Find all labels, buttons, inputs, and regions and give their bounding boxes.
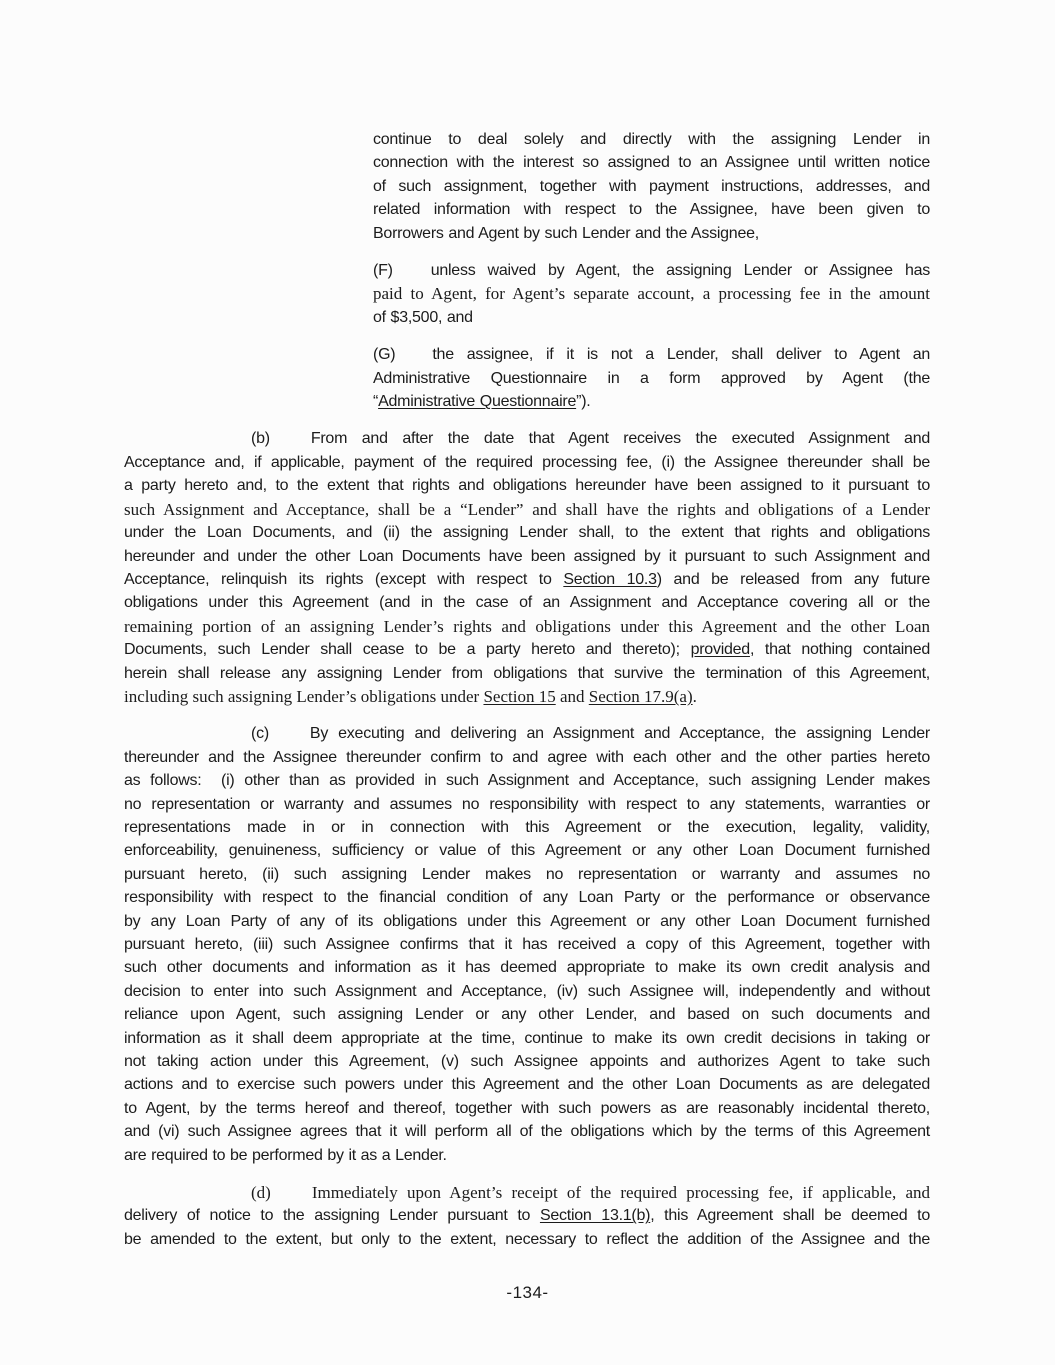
text-segment: be amended to the extent, but only to the extent, necessary to reflect the addition of the Assignee and the: [124, 1230, 930, 1248]
text-line: [124, 910, 930, 933]
text-line: [124, 451, 930, 474]
text-line: [373, 259, 930, 282]
text-line: [124, 1003, 930, 1026]
text-line: [124, 722, 930, 745]
underlined-reference: provided: [690, 641, 750, 659]
text-line: [373, 222, 930, 245]
text-segment: pursuant hereto, (iii) such Assignee confirms that it has received a copy of this Agreement, together with: [124, 936, 930, 953]
text-segment: are required to be performed by it as a Lender.: [124, 1146, 447, 1164]
text-line: [124, 615, 930, 638]
text-segment: (b): [251, 430, 270, 448]
text-line: [124, 863, 930, 886]
text-segment: hereunder and under the other Loan Documents have been assigned by it pursuant to such Assignment and: [124, 547, 930, 565]
text-segment: paid to Agent, for Agent’s separate account, a processing fee in the amount: [373, 284, 930, 304]
text-segment: Borrowers and Agent by such Lender and the Assignee,: [373, 224, 759, 242]
document-blocks: [124, 128, 930, 1251]
paragraph-d-amendment: [124, 1181, 930, 1251]
text-segment: the assignee, if it is not a Lender, shall deliver to Agent an: [432, 346, 930, 364]
text-segment: related information with respect to the Assignee, have been given to: [373, 201, 930, 219]
text-segment: pursuant hereto, (ii) such assigning Lender makes no representation or warranty and assumes no: [124, 865, 930, 883]
text-line: [373, 151, 930, 174]
underlined-reference: Section 10.3: [563, 570, 657, 588]
underlined-reference: Section 13.1(b): [539, 1207, 651, 1225]
text-segment: actions and to exercise such powers under this Agreement and the other Loan Documents as are delegated: [124, 1076, 930, 1094]
label-gap: [271, 1197, 312, 1198]
paragraph-c-confirmations: [124, 722, 930, 1167]
text-segment: (F): [373, 262, 393, 280]
text-line: [124, 1120, 930, 1143]
clause-g-administrative-questionnaire: [373, 343, 930, 413]
text-segment: By executing and delivering an Assignment and Acceptance, the assigning Lender: [309, 725, 930, 743]
text-line: [124, 933, 930, 956]
text-segment: , that nothing contained: [749, 641, 931, 659]
text-segment: no representation or warranty and assumes no responsibility with respect to any statements, warranties or: [124, 795, 930, 813]
text-line: [124, 839, 930, 862]
text-segment: Acceptance, relinquish its rights (except with respect to: [124, 570, 564, 588]
text-segment: .: [692, 686, 697, 706]
text-line: [124, 498, 930, 521]
text-line: [373, 128, 930, 151]
text-segment: From and after the date that Agent receives the executed Assignment and: [310, 430, 930, 448]
text-line: [373, 198, 930, 221]
text-segment: as follows: (i) other than as provided in such Assignment and Acceptance, such assigning Lender makes: [124, 772, 930, 790]
text-segment: including such assigning Lender’s obligations under: [124, 686, 484, 706]
text-line: [124, 1050, 930, 1073]
text-segment: decision to enter into such Assignment and Acceptance, (iv) such Assignee will, independently and without: [124, 982, 930, 1000]
text-line: [124, 1204, 930, 1227]
text-segment: by any Loan Party of any of its obligations under this Agreement or any other Loan Document furnished: [124, 912, 930, 930]
text-segment: remaining portion of an assigning Lender’s rights and obligations under this Agreement and the other Loan: [124, 616, 930, 636]
text-line: [124, 1181, 930, 1204]
underlined-reference: Section 15: [483, 686, 556, 706]
text-segment: enforceability, genuineness, sufficiency or value of this Agreement or any other Loan Document furnished: [124, 842, 930, 860]
text-segment: and: [555, 686, 589, 706]
label-gap: [395, 358, 432, 359]
text-segment: ) and be released from any future: [656, 570, 930, 588]
text-line: [124, 956, 930, 979]
text-line: [124, 591, 930, 614]
text-line: [373, 282, 930, 305]
text-segment: herein shall release any assigning Lender from obligations that survive the termination of this Agreement,: [124, 664, 930, 682]
text-line: [373, 306, 930, 329]
text-segment: Acceptance and, if applicable, payment of the required processing fee, (i) the Assignee thereunder shall be: [124, 453, 930, 471]
text-line: [373, 343, 930, 366]
text-line: [124, 1073, 930, 1096]
text-segment: Documents, such Lender shall cease to be a party hereto and thereto);: [124, 641, 691, 659]
text-segment: ”).: [576, 393, 591, 411]
text-segment: Administrative Questionnaire in a form approved by Agent (the: [373, 369, 930, 387]
text-segment: and (vi) such Assignee agrees that it will perform all of the obligations which by the terms of this Agreement: [124, 1123, 930, 1141]
text-line: [124, 980, 930, 1003]
text-line: [124, 427, 930, 450]
label-gap: [269, 737, 310, 738]
text-line: [373, 390, 930, 413]
label-gap: [270, 442, 311, 443]
underlined-reference: Administrative Questionnaire: [378, 393, 577, 411]
text-segment: (G): [373, 346, 396, 364]
text-line: [124, 1144, 930, 1167]
text-segment: to Agent, by the terms hereof and thereof, together with such powers as are reasonably incidental thereto,: [124, 1099, 930, 1117]
text-segment: responsibility with respect to the financial condition of any Loan Party or the performance or observance: [124, 889, 930, 907]
text-segment: unless waived by Agent, the assigning Lender or Assignee has: [430, 262, 930, 280]
text-segment: Immediately upon Agent’s receipt of the required processing fee, if applicable, and: [311, 1183, 930, 1203]
text-line: [124, 638, 930, 661]
text-line: [373, 175, 930, 198]
text-line: [124, 1097, 930, 1120]
text-segment: such Assignment and Acceptance, shall be a “Lender” and shall have the rights and obligations of a Lender: [124, 499, 930, 519]
text-line: [124, 816, 930, 839]
paragraph-b-assignment-effect: [124, 427, 930, 708]
text-line: [124, 685, 930, 708]
text-line: [124, 545, 930, 568]
text-line: [124, 886, 930, 909]
text-segment: such other documents and information as it has deemed appropriate to make its own credit analysis and: [124, 959, 930, 977]
clause-continue-notice: [373, 128, 930, 245]
text-line: [373, 367, 930, 390]
page-number: -134-: [506, 1283, 549, 1302]
text-segment: (d): [251, 1183, 271, 1203]
text-line: [124, 521, 930, 544]
underlined-reference: Section 17.9(a): [588, 686, 693, 706]
text-segment: thereunder and the Assignee thereunder confirm to and agree with each other and the other parties hereto: [124, 748, 930, 766]
text-segment: , this Agreement shall be deemed to: [650, 1207, 931, 1225]
text-segment: delivery of notice to the assigning Lender pursuant to: [124, 1207, 540, 1225]
text-line: [124, 769, 930, 792]
text-segment: obligations under this Agreement (and in the case of an Assignment and Acceptance covering all or the: [124, 594, 930, 612]
text-segment: “: [373, 393, 379, 411]
text-segment: of $3,500, and: [373, 308, 473, 326]
text-segment: continue to deal solely and directly with the assigning Lender in: [373, 131, 930, 148]
text-line: [124, 474, 930, 497]
text-line: [124, 1027, 930, 1050]
text-segment: reliance upon Agent, such assigning Lender or any other Lender, and based on such documents and: [124, 1006, 930, 1024]
text-segment: connection with the interest so assigned to an Assignee until written notice: [373, 154, 930, 172]
text-segment: information as it shall deem appropriate at the time, continue to make its own credit decisions in taking or: [124, 1029, 930, 1047]
text-segment: of such assignment, together with payment instructions, addresses, and: [373, 177, 930, 195]
text-segment: (c): [251, 725, 269, 743]
text-segment: under the Loan Documents, and (ii) the assigning Lender shall, to the extent that rights and obligations: [124, 524, 930, 542]
text-segment: not taking action under this Agreement, (v) such Assignee appoints and authorizes Agent to take such: [124, 1053, 930, 1071]
text-line: [124, 793, 930, 816]
text-line: [124, 568, 930, 591]
text-line: [124, 1228, 930, 1251]
text-line: [124, 662, 930, 685]
text-segment: a party hereto and, to the extent that rights and obligations hereunder have been assigned to it pursuant to: [124, 477, 930, 495]
clause-f-processing-fee: [373, 259, 930, 329]
text-line: [124, 746, 930, 769]
text-segment: representations made in or in connection with this Agreement or the execution, legality, validity,: [124, 818, 930, 836]
label-gap: [393, 274, 431, 275]
